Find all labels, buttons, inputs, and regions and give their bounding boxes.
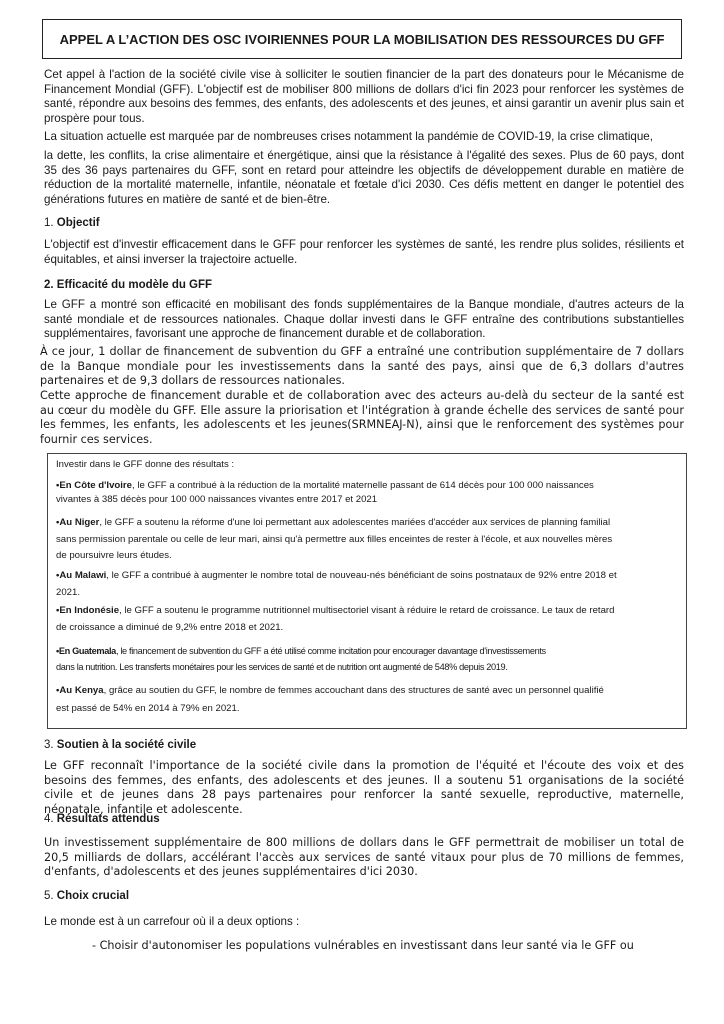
result-niger (56, 516, 678, 530)
result-text: , le GFF a contribué à augmenter le nombre total de nouveau-nés bénéficiant de soins postnataux de 92% entre 2018 et (106, 570, 617, 581)
section-3-number: 3. (44, 739, 57, 751)
result-country: •Au Malawi (56, 570, 107, 581)
result-kenya-line-2: est passé de 54% en 2014 à 79% en 2021. (56, 703, 240, 714)
result-country: •En Côte d'Ivoire (56, 480, 133, 491)
section-4-number: 4. (44, 813, 57, 825)
result-guatemala-line-2: dans la nutrition. Les transferts monétaires pour les services de santé et de nutrition ont augmenté de 548% depuis 2019. (56, 662, 508, 672)
results-intro: Investir dans le GFF donne des résultats : (56, 459, 235, 470)
section-2-paragraph-1: Le GFF a montré son efficacité en mobilisant des fonds supplémentaires de la Banque mondiale, d'autres acteurs de la santé mondiale et de ressources nationales. Chaque dollar investi dans le GFF entraîne des contributions substantielles supplémentaires, favorisant une approche de financement durable et de collaboration. (44, 298, 684, 341)
situation-line: La situation actuelle est marquée par de nombreuses crises notamment la pandémie de COVID-19, la crise climatique, (44, 130, 653, 143)
section-4-text: Un investissement supplémentaire de 800 millions de dollars dans le GFF permettrait de mobiliser un total de 20,5 milliards de dollars, accélérant l'accès aux services de santé vitaux pour plus de 70 millions de femmes, d'enfants, d'adolescents et des jeunes supplémentaires d'ici 2030. (44, 836, 684, 879)
section-4-title: Résultats attendus (56, 813, 160, 825)
result-text: , grâce au soutien du GFF, le nombre de femmes accouchant dans des structures de santé avec un personnel qualifié (103, 685, 604, 696)
situation-paragraph: la dette, les conflits, la crise alimentaire et énergétique, ainsi que la résistance à l'égalité des sexes. Plus de 60 pays, dont 35 des 36 pays partenaires du GFF, sont en retard pour atteindre les objectifs de développement durable en matière de réduction de la mortalité maternelle, infantile, néonatale et fœtale d'ici 2030. Ces défis mettent en danger le potentiel des générations futures en matière de santé et de bien-être. (44, 149, 684, 206)
section-2-heading (44, 278, 212, 292)
section-1-text: L'objectif est d'investir efficacement dans le GFF pour renforcer les systèmes de santé, les rendre plus solides, résilients et équitables, et ainsi inverser la trajectoire actuelle. (44, 238, 684, 266)
document-title (42, 19, 682, 59)
results-box (47, 453, 687, 729)
section-5-heading (44, 889, 129, 903)
section-5-number: 5. (44, 890, 57, 902)
result-text: , le financement de subvention du GFF a été utilisé comme incitation pour encourager davantage d'investissements (115, 646, 546, 656)
result-malawi (56, 569, 678, 583)
result-country: •Au Niger (56, 517, 100, 528)
result-country: •Au Kenya (56, 685, 104, 696)
section-5-title: Choix crucial (56, 890, 130, 902)
result-country: •En Guatemala (56, 646, 116, 656)
result-text: , le GFF a contribué à la réduction de la mortalité maternelle passant de 614 décès pour 100 000 naissances (132, 480, 594, 491)
result-indonesie-line-2: de croissance a diminué de 9,2% entre 2018 et 2021. (56, 622, 284, 633)
option-1-text: - Choisir d'autonomiser les populations vulnérables en investissant dans leur santé via le GFF ou (92, 939, 634, 952)
section-2-paragraph-2: À ce jour, 1 dollar de financement de subvention du GFF a entraîné une contribution supplémentaire de 7 dollars de la Banque mondiale pour les investissements dans la santé des pays, ainsi que de 6,3 dollars d'autres partenaires et de 9,3 dollars de ressources nationales. (40, 345, 684, 388)
section-3-text: Le GFF reconnaît l'importance de la société civile dans la promotion de l'équité et l'écoute des voix et des besoins des femmes, des enfants, des adolescents et des jeunes. Il a soutenu 51 organisations de la société civile et de jeunes dans 28 pays partenaires pour renforcer la santé sexuelle, reproductive, maternelle, néonatale, infantile et adolescente. (44, 759, 684, 816)
result-cote-divoire-line-2: vivantes à 385 décès pour 100 000 naissances vivantes entre 2017 et 2021 (56, 494, 378, 505)
result-niger-line-2: sans permission parentale ou celle de leur mari, ainsi qu'à permettre aux filles enceintes de rester à l'école, et aux nouvelles mères (56, 534, 613, 545)
section-2-paragraph-3: Cette approche de financement durable et de collaboration avec des acteurs au-delà du secteur de la santé est au cœur du modèle du GFF. Elle assure la priorisation et l'intégration à grande échelle des services de santé pour les femmes, les enfants, les adolescents et les jeunes(SRMNEAJ-N), ainsi que le renforcement des systèmes pour fournir ces services. (40, 389, 684, 446)
section-4-heading (44, 812, 160, 826)
result-country: •En Indonésie (56, 605, 120, 616)
result-indonesie (56, 604, 678, 618)
result-malawi-line-2: 2021. (56, 587, 81, 598)
section-3-heading (44, 738, 196, 752)
section-1-heading (44, 216, 100, 230)
title-text: APPEL A L’ACTION DES OSC IVOIRIENNES POUR LA MOBILISATION DES RESSOURCES DU GFF (59, 31, 665, 47)
result-text: , le GFF a soutenu le programme nutritionnel multisectoriel visant à réduire le retard de croissance. Le taux de retard (119, 605, 615, 616)
section-1-title: Objectif (56, 217, 100, 229)
intro-paragraph: Cet appel à l'action de la société civile vise à solliciter le soutien financier de la part des donateurs pour le Mécanisme de Financement Mondial (GFF). L'objectif est de mobiliser 800 millions de dollars d'ici fin 2023 pour renforcer les systèmes de santé, répondre aux besoins des femmes, des enfants, des adolescents et des jeunes, et ainsi garantir un avenir plus sain et prospère pour tous. (44, 68, 684, 125)
result-kenya (56, 684, 678, 698)
result-guatemala (56, 644, 678, 658)
result-niger-line-3: de poursuivre leurs études. (56, 550, 172, 561)
section-1-number: 1. (44, 217, 57, 229)
result-cote-divoire (56, 479, 678, 493)
section-3-title: Soutien à la société civile (56, 739, 197, 751)
section-2-title: 2. Efficacité du modèle du GFF (44, 279, 213, 291)
section-5-text: Le monde est à un carrefour où il a deux options : (44, 915, 300, 928)
result-text: , le GFF a soutenu la réforme d'une loi permettant aux adolescentes mariées d'accéder aux services de planning familial (99, 517, 611, 528)
